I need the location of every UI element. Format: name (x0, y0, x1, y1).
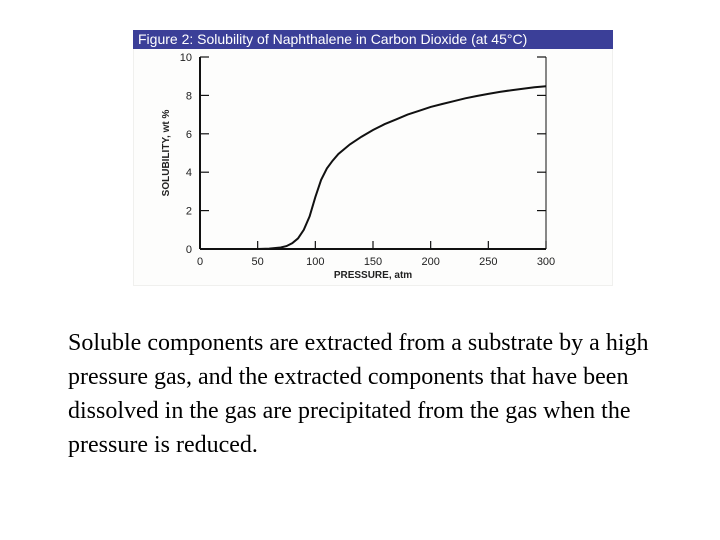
y-tick-label: 4 (185, 167, 192, 180)
y-tick-label: 10 (179, 52, 192, 64)
figure-title: Figure 2: Solubility of Naphthalene in Carbon Dioxide (at 45°C) (133, 30, 613, 49)
x-ticks (197, 241, 555, 268)
solubility-curve (258, 86, 546, 249)
x-tick-label: 300 (536, 256, 556, 268)
x-tick-label: 0 (196, 256, 204, 268)
caption-text: Soluble components are extracted from a substrate by a high pressure gas, and the extracted components that have been dissolved in the gas are precipitated from the gas when the pressure is reduced. (68, 330, 649, 458)
y-ticks (180, 52, 546, 256)
x-tick-label: 200 (421, 256, 440, 268)
x-tick-label: 150 (363, 256, 383, 268)
solubility-figure (133, 30, 613, 286)
y-tick-label: 6 (185, 128, 192, 141)
x-tick-label: 100 (306, 256, 325, 268)
y-tick-label: 8 (185, 90, 192, 103)
x-tick-label: 250 (479, 256, 498, 268)
y-axis-label: SOLUBILITY, wt % (161, 109, 172, 197)
y-tick-label: 2 (185, 205, 192, 218)
x-tick-label: 50 (251, 256, 264, 268)
solubility-chart (133, 30, 613, 286)
x-axis-label: PRESSURE, atm (333, 270, 413, 281)
y-tick-label: 0 (185, 244, 192, 256)
